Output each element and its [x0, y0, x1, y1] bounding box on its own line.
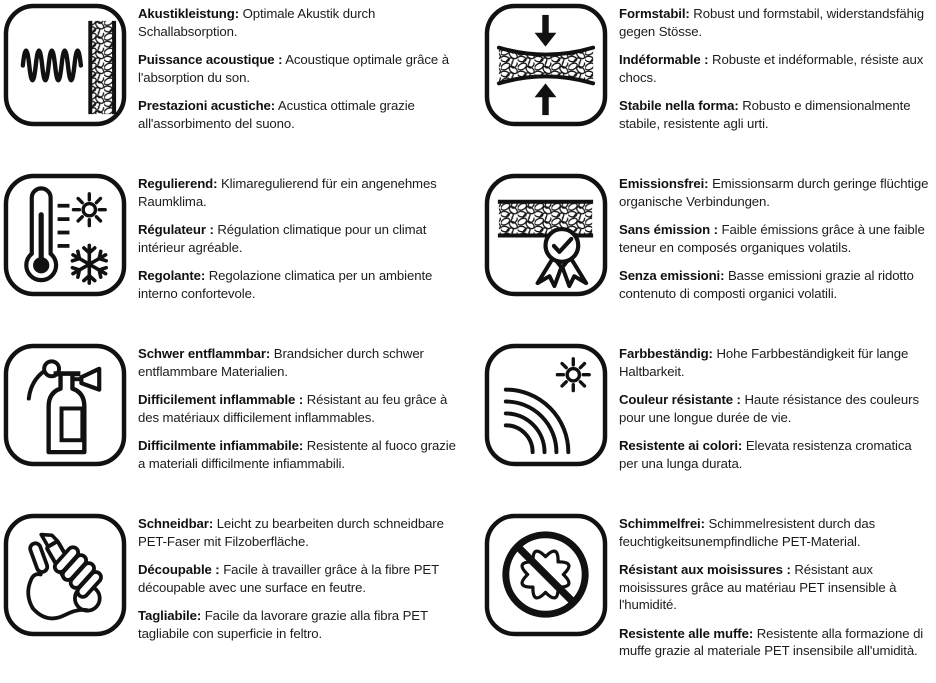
- feature-paragraph-fr: [619, 561, 931, 614]
- feature-paragraph-it: [619, 625, 931, 660]
- feature-text: Acustica ottimale grazie all'assorbimento del suono.: [138, 98, 415, 131]
- feature-texts: [619, 343, 931, 483]
- feature-text: Régulation climatique pour un climat intérieur agréable.: [138, 222, 427, 255]
- feature-label: Couleur résistante :: [619, 392, 741, 408]
- feature-tile-colorfast: [468, 343, 936, 513]
- feature-paragraph-it: [138, 267, 464, 302]
- feature-tile-acoustic: [0, 3, 468, 173]
- feature-label: Découpable :: [138, 562, 220, 578]
- feature-label: Farbbeständig:: [619, 346, 713, 361]
- feature-label: Tagliabile:: [138, 608, 202, 624]
- feature-paragraph-fr: [138, 391, 464, 426]
- feature-text: Résistant au feu grâce à des matériaux difficilement inflammables.: [138, 392, 448, 425]
- no-mold-icon: [484, 513, 608, 637]
- feature-label: Indéformable :: [619, 52, 709, 68]
- feature-text: Optimale Akustik durch Schallabsorption.: [138, 6, 376, 39]
- feature-paragraph-de: [138, 515, 464, 550]
- feature-label: Résistant aux moisissures :: [619, 562, 791, 578]
- feature-tile-climate: [0, 173, 468, 343]
- feature-text: Klimaregulierend für ein angenehmes Raumklima.: [138, 176, 437, 209]
- feature-paragraph-fr: [619, 391, 931, 426]
- feature-text: Hohe Farbbeständigkeit für lange Haltbarkeit.: [619, 346, 909, 379]
- feature-paragraph-fr: [138, 561, 464, 596]
- feature-paragraph-it: [619, 267, 931, 302]
- feature-label: Resistente ai colori:: [619, 438, 743, 454]
- feature-paragraph-fr: [619, 221, 931, 256]
- feature-label: Senza emissioni:: [619, 268, 725, 284]
- feature-label: Régulateur :: [138, 222, 214, 238]
- feature-paragraph-it: [619, 97, 931, 132]
- feature-texts: [138, 513, 464, 653]
- feature-label: Resistente alle muffe:: [619, 625, 754, 641]
- feature-paragraph-de: [138, 5, 464, 40]
- feature-label: Stabile nella forma:: [619, 98, 739, 114]
- rainbow-sun-icon: [484, 343, 608, 467]
- feature-text: Robuste et indéformable, résiste aux chocs.: [619, 52, 924, 85]
- feature-text: Facile à travailler grâce à la fibre PET découpable avec une surface en feutre.: [138, 562, 439, 595]
- feature-text: Resistente alla formazione di muffe grazie al materiale PET insensibile all'umidità.: [619, 625, 924, 659]
- feature-text: Résistant aux moisissures grâce au matériau PET insensible à l'humidité.: [619, 562, 897, 613]
- feature-label: Regulierend:: [138, 176, 218, 191]
- feature-paragraph-it: [138, 97, 464, 132]
- feature-paragraph-de: [619, 175, 931, 210]
- feature-label: Difficilmente infiammabile:: [138, 438, 304, 454]
- feature-paragraph-de: [138, 345, 464, 380]
- feature-text: Facile da lavorare grazie alla fibra PET tagliabile con superficie in feltro.: [138, 608, 428, 641]
- feature-paragraph-it: [619, 437, 931, 472]
- feature-paragraph-de: [619, 515, 931, 550]
- feature-label: Regolante:: [138, 268, 206, 284]
- feature-text: Robust und formstabil, widerstandsfähig gegen Stösse.: [619, 6, 924, 39]
- feature-label: Sans émission :: [619, 222, 718, 238]
- feature-paragraph-de: [619, 345, 931, 380]
- feature-paragraph-it: [138, 437, 464, 472]
- feature-paragraph-de: [138, 175, 464, 210]
- fire-extinguisher-icon: [3, 343, 127, 467]
- hand-cutter-knife-icon: [3, 513, 127, 637]
- feature-texts: [138, 343, 464, 483]
- feature-text: Regolazione climatica per un ambiente interno confortevole.: [138, 268, 433, 301]
- sound-absorption-icon: [3, 3, 127, 127]
- compression-resistance-icon: [484, 3, 608, 127]
- thermometer-sun-snowflake-icon: [3, 173, 127, 297]
- feature-text: Haute résistance des couleurs pour une longue durée de vie.: [619, 392, 919, 425]
- feature-tile-shape-stable: [468, 3, 936, 173]
- feature-paragraph-fr: [138, 221, 464, 256]
- low-emission-certificate-icon: [484, 173, 608, 297]
- feature-label: Akustikleistung:: [138, 6, 239, 21]
- feature-texts: [138, 173, 464, 313]
- feature-tile-cuttable: [0, 513, 468, 683]
- feature-paragraph-it: [138, 607, 464, 642]
- feature-label: Schimmelfrei:: [619, 516, 705, 531]
- feature-label: Formstabil:: [619, 6, 690, 21]
- feature-text: Schimmelresistent durch das feuchtigkeitsunempfindliche PET-Material.: [619, 516, 876, 549]
- feature-text: Brandsicher durch schwer entflammbare Materialien.: [138, 346, 424, 379]
- feature-tile-mold-free: [468, 513, 936, 683]
- feature-paragraph-fr: [619, 51, 931, 86]
- feature-text: Leicht zu bearbeiten durch schneidbare PET-Faser mit Filzoberfläche.: [138, 516, 444, 549]
- feature-text: Elevata resistenza cromatica per una lunga durata.: [619, 438, 912, 471]
- feature-tile-flame-retardant: [0, 343, 468, 513]
- feature-texts: [619, 3, 931, 143]
- feature-label: Puissance acoustique :: [138, 52, 283, 68]
- feature-label: Schneidbar:: [138, 516, 214, 531]
- feature-label: Difficilement inflammable :: [138, 392, 304, 408]
- feature-label: Prestazioni acustiche:: [138, 98, 276, 114]
- feature-text: Emissionsarm durch geringe flüchtige organische Verbindungen.: [619, 176, 929, 209]
- feature-text: Faible émissions grâce à une faible teneur en composés organiques volatils.: [619, 222, 925, 255]
- feature-text: Basse emissioni grazie al ridotto contenuto di composti organici volatili.: [619, 268, 914, 301]
- feature-tile-emission-free: [468, 173, 936, 343]
- feature-texts: [619, 513, 931, 671]
- feature-texts: [138, 3, 464, 143]
- feature-text: Robusto e dimensionalmente stabile, resistente agli urti.: [619, 98, 911, 131]
- feature-paragraph-fr: [138, 51, 464, 86]
- feature-label: Emissionsfrei:: [619, 176, 709, 191]
- feature-texts: [619, 173, 931, 313]
- feature-text: Resistente al fuoco grazie a materiali difficilmente infiammabili.: [138, 438, 456, 471]
- feature-text: Acoustique optimale grâce à l'absorption du son.: [138, 52, 449, 85]
- feature-label: Schwer entflammbar:: [138, 346, 271, 361]
- feature-paragraph-de: [619, 5, 931, 40]
